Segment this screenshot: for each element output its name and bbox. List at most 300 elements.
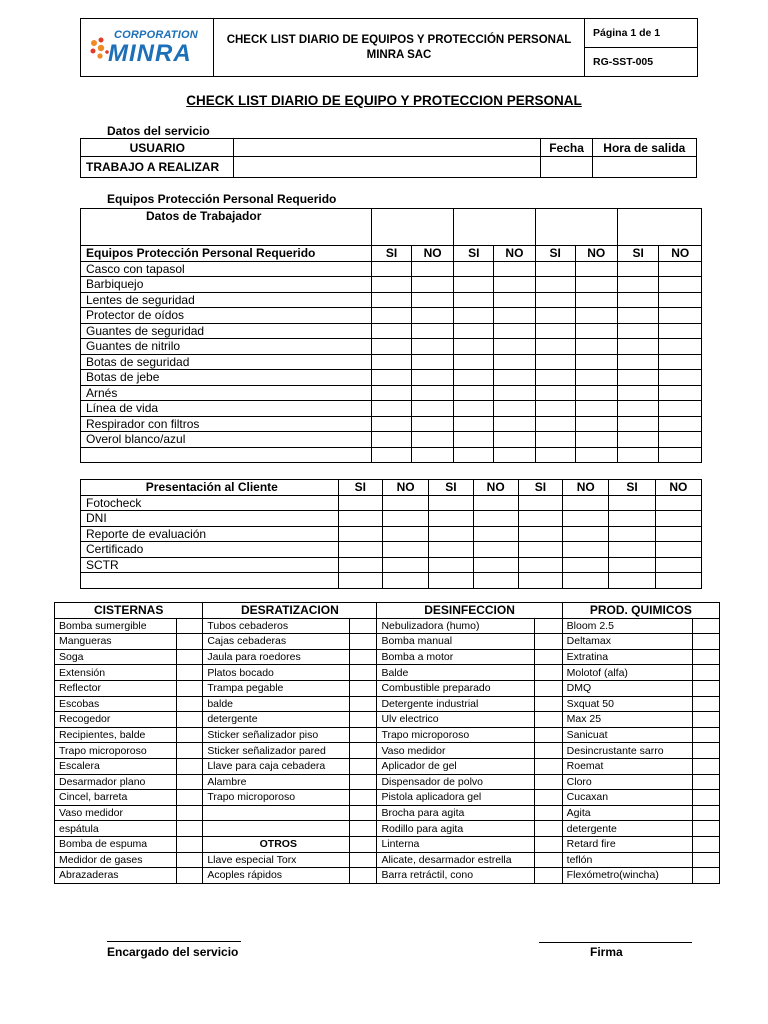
- si-checkbox-cell[interactable]: [338, 542, 382, 558]
- equipment-item: Vaso medidor: [377, 743, 535, 759]
- equipment-item: Dispensador de polvo: [377, 774, 535, 790]
- si-checkbox-cell[interactable]: [372, 370, 412, 386]
- si-checkbox-cell[interactable]: [372, 432, 412, 448]
- no-checkbox-cell[interactable]: [659, 354, 702, 370]
- equipment-check-cell[interactable]: [350, 821, 377, 837]
- no-checkbox-cell[interactable]: [659, 277, 702, 293]
- no-checkbox-cell[interactable]: [659, 447, 702, 463]
- no-checkbox-cell[interactable]: [655, 511, 701, 527]
- equipment-check-cell[interactable]: [177, 680, 203, 696]
- equipment-row: [55, 696, 720, 712]
- si-checkbox-cell[interactable]: [609, 526, 655, 542]
- no-checkbox-cell[interactable]: [382, 511, 428, 527]
- si-checkbox-cell[interactable]: [454, 277, 494, 293]
- no-checkbox-cell[interactable]: [494, 339, 536, 355]
- equipment-item: Cincel, barreta: [55, 790, 177, 806]
- si-checkbox-cell[interactable]: [372, 292, 412, 308]
- equipment-check-cell[interactable]: [350, 743, 377, 759]
- si-checkbox-cell[interactable]: [518, 557, 562, 573]
- presentacion-item-label: Fotocheck: [81, 495, 339, 511]
- equipment-row: [55, 649, 720, 665]
- worker-2-field[interactable]: [454, 209, 535, 246]
- no-checkbox-cell[interactable]: [382, 557, 428, 573]
- equipment-item: detergente: [203, 712, 350, 728]
- equipment-check-cell[interactable]: [350, 774, 377, 790]
- no-checkbox-cell[interactable]: [575, 385, 617, 401]
- no-checkbox-cell[interactable]: [575, 416, 617, 432]
- si-checkbox-cell[interactable]: [617, 401, 659, 417]
- no-checkbox-cell[interactable]: [411, 354, 453, 370]
- no-checkbox-cell[interactable]: [575, 308, 617, 324]
- no-checkbox-cell[interactable]: [411, 385, 453, 401]
- si-checkbox-cell[interactable]: [535, 292, 575, 308]
- no-checkbox-cell[interactable]: [494, 432, 536, 448]
- equipment-check-cell[interactable]: [692, 790, 719, 806]
- equipment-check-cell[interactable]: [535, 665, 562, 681]
- no-checkbox-cell[interactable]: [655, 542, 701, 558]
- si-header: SI: [535, 246, 575, 262]
- encargado-label: Encargado del servicio: [107, 945, 239, 959]
- equipment-check-cell[interactable]: [177, 774, 203, 790]
- si-checkbox-cell[interactable]: [429, 526, 473, 542]
- si-checkbox-cell[interactable]: [372, 277, 412, 293]
- equipment-item: Escalera: [55, 758, 177, 774]
- si-checkbox-cell[interactable]: [454, 370, 494, 386]
- equipment-check-cell[interactable]: [350, 868, 377, 884]
- si-checkbox-cell[interactable]: [372, 385, 412, 401]
- no-checkbox-cell[interactable]: [494, 447, 536, 463]
- no-checkbox-cell[interactable]: [411, 432, 453, 448]
- no-checkbox-cell[interactable]: [563, 511, 609, 527]
- equipment-check-cell[interactable]: [535, 634, 562, 650]
- equipment-check-cell[interactable]: [692, 696, 719, 712]
- no-checkbox-cell[interactable]: [494, 416, 536, 432]
- no-checkbox-cell[interactable]: [575, 354, 617, 370]
- no-checkbox-cell[interactable]: [494, 277, 536, 293]
- no-checkbox-cell[interactable]: [659, 432, 702, 448]
- si-checkbox-cell[interactable]: [338, 495, 382, 511]
- equipment-check-cell[interactable]: [350, 758, 377, 774]
- equipment-row: [55, 790, 720, 806]
- si-checkbox-cell[interactable]: [454, 308, 494, 324]
- si-checkbox-cell[interactable]: [372, 401, 412, 417]
- no-checkbox-cell[interactable]: [411, 308, 453, 324]
- no-checkbox-cell[interactable]: [494, 323, 536, 339]
- equipment-item: Extratina: [562, 649, 692, 665]
- no-header: NO: [563, 480, 609, 496]
- si-checkbox-cell[interactable]: [372, 416, 412, 432]
- equipment-item: Pistola aplicadora gel: [377, 790, 535, 806]
- equipment-check-cell[interactable]: [535, 805, 562, 821]
- si-checkbox-cell[interactable]: [535, 261, 575, 277]
- equipment-item: Bomba manual: [377, 634, 535, 650]
- equipment-check-cell[interactable]: [177, 618, 203, 634]
- equipment-check-cell[interactable]: [535, 712, 562, 728]
- no-checkbox-cell[interactable]: [382, 573, 428, 589]
- no-checkbox-cell[interactable]: [655, 495, 701, 511]
- si-header: SI: [429, 480, 473, 496]
- equipment-check-cell[interactable]: [177, 727, 203, 743]
- si-checkbox-cell[interactable]: [617, 354, 659, 370]
- no-checkbox-cell[interactable]: [411, 416, 453, 432]
- equipment-item: Bomba de espuma: [55, 836, 177, 852]
- si-checkbox-cell[interactable]: [609, 557, 655, 573]
- si-checkbox-cell[interactable]: [372, 354, 412, 370]
- equipment-check-cell[interactable]: [350, 634, 377, 650]
- si-checkbox-cell[interactable]: [454, 385, 494, 401]
- si-checkbox-cell[interactable]: [535, 385, 575, 401]
- no-checkbox-cell[interactable]: [473, 573, 518, 589]
- si-checkbox-cell[interactable]: [609, 511, 655, 527]
- epp-item-label: Barbiquejo: [81, 277, 372, 293]
- no-checkbox-cell[interactable]: [473, 557, 518, 573]
- no-checkbox-cell[interactable]: [563, 557, 609, 573]
- logo-minra-text: MINRA: [108, 39, 192, 67]
- epp-row: [81, 323, 702, 339]
- si-checkbox-cell[interactable]: [372, 447, 412, 463]
- equipment-check-cell[interactable]: [535, 696, 562, 712]
- no-checkbox-cell[interactable]: [411, 277, 453, 293]
- si-checkbox-cell[interactable]: [617, 370, 659, 386]
- no-checkbox-cell[interactable]: [411, 292, 453, 308]
- equipment-row: [55, 805, 720, 821]
- si-checkbox-cell[interactable]: [617, 416, 659, 432]
- si-checkbox-cell[interactable]: [617, 277, 659, 293]
- no-checkbox-cell[interactable]: [575, 323, 617, 339]
- equipment-check-cell[interactable]: [535, 836, 562, 852]
- equipment-check-cell[interactable]: [177, 805, 203, 821]
- si-checkbox-cell[interactable]: [535, 339, 575, 355]
- equipment-row: [55, 665, 720, 681]
- equipment-check-cell[interactable]: [177, 634, 203, 650]
- equipment-item: Bomba sumergible: [55, 618, 177, 634]
- equipment-check-cell[interactable]: [535, 774, 562, 790]
- no-checkbox-cell[interactable]: [655, 573, 701, 589]
- encargado-signature-line[interactable]: [107, 941, 241, 942]
- si-checkbox-cell[interactable]: [535, 416, 575, 432]
- no-checkbox-cell[interactable]: [494, 354, 536, 370]
- no-checkbox-cell[interactable]: [563, 526, 609, 542]
- si-checkbox-cell[interactable]: [617, 308, 659, 324]
- equipment-check-cell[interactable]: [177, 665, 203, 681]
- si-checkbox-cell[interactable]: [617, 292, 659, 308]
- si-checkbox-cell[interactable]: [454, 354, 494, 370]
- no-checkbox-cell[interactable]: [411, 447, 453, 463]
- si-checkbox-cell[interactable]: [454, 339, 494, 355]
- equipment-check-cell[interactable]: [535, 743, 562, 759]
- equipment-item: Alambre: [203, 774, 350, 790]
- no-checkbox-cell[interactable]: [563, 573, 609, 589]
- equipment-check-cell[interactable]: [535, 618, 562, 634]
- equipment-check-cell[interactable]: [350, 680, 377, 696]
- service-table: [80, 138, 697, 178]
- equipment-check-cell[interactable]: [535, 727, 562, 743]
- epp-row: [81, 308, 702, 324]
- no-checkbox-cell[interactable]: [563, 495, 609, 511]
- si-checkbox-cell[interactable]: [454, 416, 494, 432]
- equipment-check-cell[interactable]: [692, 868, 719, 884]
- equipment-check-cell[interactable]: [692, 618, 719, 634]
- no-checkbox-cell[interactable]: [411, 370, 453, 386]
- equipment-item: Trapo microporoso: [55, 743, 177, 759]
- epp-row: [81, 292, 702, 308]
- no-checkbox-cell[interactable]: [655, 526, 701, 542]
- fecha-label: Fecha: [541, 139, 592, 157]
- si-checkbox-cell[interactable]: [454, 432, 494, 448]
- equipment-check-cell[interactable]: [692, 743, 719, 759]
- equipment-check-cell[interactable]: [535, 790, 562, 806]
- equipment-check-cell[interactable]: [692, 634, 719, 650]
- no-checkbox-cell[interactable]: [659, 323, 702, 339]
- si-checkbox-cell[interactable]: [429, 495, 473, 511]
- si-checkbox-cell[interactable]: [429, 511, 473, 527]
- trabajo-field[interactable]: [234, 157, 541, 178]
- si-checkbox-cell[interactable]: [518, 573, 562, 589]
- no-checkbox-cell[interactable]: [473, 526, 518, 542]
- equipment-row: [55, 712, 720, 728]
- equipment-row: [55, 634, 720, 650]
- si-checkbox-cell[interactable]: [372, 308, 412, 324]
- epp-item-label: Arnés: [81, 385, 372, 401]
- no-checkbox-cell[interactable]: [473, 511, 518, 527]
- worker-4-field[interactable]: [617, 209, 701, 246]
- equipment-check-cell[interactable]: [692, 712, 719, 728]
- no-checkbox-cell[interactable]: [659, 385, 702, 401]
- no-checkbox-cell[interactable]: [575, 292, 617, 308]
- equipment-item: Barra retráctil, cono: [377, 868, 535, 884]
- si-checkbox-cell[interactable]: [454, 323, 494, 339]
- si-checkbox-cell[interactable]: [535, 308, 575, 324]
- equipment-check-cell[interactable]: [350, 727, 377, 743]
- equipment-row: [55, 852, 720, 868]
- no-checkbox-cell[interactable]: [411, 261, 453, 277]
- si-checkbox-cell[interactable]: [535, 370, 575, 386]
- service-section-label: Datos del servicio: [107, 124, 210, 138]
- fecha-field[interactable]: [541, 157, 592, 178]
- equipment-item: teflón: [562, 852, 692, 868]
- no-checkbox-cell[interactable]: [494, 308, 536, 324]
- no-checkbox-cell[interactable]: [382, 495, 428, 511]
- equipment-check-cell[interactable]: [692, 836, 719, 852]
- equipment-item: Cucaxan: [562, 790, 692, 806]
- si-checkbox-cell[interactable]: [372, 323, 412, 339]
- equipment-check-cell[interactable]: [177, 649, 203, 665]
- header-title: [214, 19, 585, 77]
- equipment-check-cell[interactable]: [177, 821, 203, 837]
- no-checkbox-cell[interactable]: [575, 432, 617, 448]
- no-checkbox-cell[interactable]: [575, 339, 617, 355]
- equipment-check-cell[interactable]: [350, 618, 377, 634]
- si-checkbox-cell[interactable]: [454, 261, 494, 277]
- equipment-row: [55, 758, 720, 774]
- equipment-check-cell[interactable]: [535, 868, 562, 884]
- equipment-check-cell[interactable]: [177, 852, 203, 868]
- worker-1-field[interactable]: [372, 209, 454, 246]
- equipment-check-cell[interactable]: [692, 649, 719, 665]
- no-checkbox-cell[interactable]: [659, 292, 702, 308]
- no-checkbox-cell[interactable]: [563, 542, 609, 558]
- equipment-check-cell[interactable]: [177, 743, 203, 759]
- si-checkbox-cell[interactable]: [372, 261, 412, 277]
- no-header: NO: [659, 246, 702, 262]
- no-checkbox-cell[interactable]: [382, 542, 428, 558]
- equipment-item: Tubos cebaderos: [203, 618, 350, 634]
- si-checkbox-cell[interactable]: [535, 354, 575, 370]
- si-checkbox-cell[interactable]: [617, 385, 659, 401]
- equipment-check-cell[interactable]: [692, 727, 719, 743]
- si-checkbox-cell[interactable]: [518, 526, 562, 542]
- equipment-check-cell[interactable]: [535, 852, 562, 868]
- no-checkbox-cell[interactable]: [575, 261, 617, 277]
- equipment-check-cell[interactable]: [692, 774, 719, 790]
- epp-item-label: Botas de seguridad: [81, 354, 372, 370]
- si-checkbox-cell[interactable]: [535, 277, 575, 293]
- si-checkbox-cell[interactable]: [535, 401, 575, 417]
- datos-trabajador-label: Datos de Trabajador: [81, 209, 372, 246]
- equipment-check-cell[interactable]: [177, 712, 203, 728]
- no-checkbox-cell[interactable]: [575, 447, 617, 463]
- no-header: NO: [411, 246, 453, 262]
- si-checkbox-cell[interactable]: [609, 573, 655, 589]
- si-checkbox-cell[interactable]: [535, 447, 575, 463]
- equipment-check-cell[interactable]: [350, 790, 377, 806]
- si-checkbox-cell[interactable]: [372, 339, 412, 355]
- si-header: SI: [372, 246, 412, 262]
- si-checkbox-cell[interactable]: [338, 511, 382, 527]
- equipment-check-cell[interactable]: [177, 868, 203, 884]
- firma-signature-line[interactable]: [539, 942, 692, 943]
- si-checkbox-cell[interactable]: [617, 261, 659, 277]
- equipment-item: Nebulizadora (humo): [377, 618, 535, 634]
- equipment-check-cell[interactable]: [350, 852, 377, 868]
- equipment-item: Retard fire: [562, 836, 692, 852]
- equipment-check-cell[interactable]: [535, 680, 562, 696]
- no-checkbox-cell[interactable]: [494, 385, 536, 401]
- si-header: SI: [338, 480, 382, 496]
- si-checkbox-cell[interactable]: [609, 495, 655, 511]
- equipment-check-cell[interactable]: [692, 665, 719, 681]
- equipment-check-cell[interactable]: [177, 758, 203, 774]
- equipment-check-cell[interactable]: [692, 852, 719, 868]
- presentacion-row: [81, 511, 702, 527]
- equipment-check-cell[interactable]: [177, 696, 203, 712]
- si-checkbox-cell[interactable]: [535, 323, 575, 339]
- no-checkbox-cell[interactable]: [411, 323, 453, 339]
- equipment-check-cell[interactable]: [350, 712, 377, 728]
- epp-row: [81, 385, 702, 401]
- epp-row: [81, 416, 702, 432]
- no-checkbox-cell[interactable]: [659, 370, 702, 386]
- no-checkbox-cell[interactable]: [575, 370, 617, 386]
- no-checkbox-cell[interactable]: [575, 277, 617, 293]
- logo-dots-icon: [89, 35, 109, 61]
- equipment-item: Linterna: [377, 836, 535, 852]
- si-checkbox-cell[interactable]: [617, 447, 659, 463]
- equipment-item: Sxquat 50: [562, 696, 692, 712]
- si-checkbox-cell[interactable]: [338, 526, 382, 542]
- si-checkbox-cell[interactable]: [609, 542, 655, 558]
- no-checkbox-cell[interactable]: [473, 542, 518, 558]
- no-checkbox-cell[interactable]: [494, 261, 536, 277]
- si-header: SI: [609, 480, 655, 496]
- no-checkbox-cell[interactable]: [494, 370, 536, 386]
- hora-salida-field[interactable]: [592, 157, 696, 178]
- si-checkbox-cell[interactable]: [518, 495, 562, 511]
- no-checkbox-cell[interactable]: [494, 401, 536, 417]
- equipment-item: Desincrustante sarro: [562, 743, 692, 759]
- equipment-check-cell[interactable]: [692, 680, 719, 696]
- presentacion-row: [81, 526, 702, 542]
- equipment-check-cell[interactable]: [350, 805, 377, 821]
- equipment-item: Balde: [377, 665, 535, 681]
- si-checkbox-cell[interactable]: [429, 573, 473, 589]
- equipment-check-cell[interactable]: [692, 821, 719, 837]
- no-checkbox-cell[interactable]: [659, 308, 702, 324]
- equipment-item: DMQ: [562, 680, 692, 696]
- equipment-check-cell[interactable]: [535, 649, 562, 665]
- equipment-check-cell[interactable]: [350, 665, 377, 681]
- equipment-check-cell[interactable]: [177, 836, 203, 852]
- si-checkbox-cell[interactable]: [429, 557, 473, 573]
- no-checkbox-cell[interactable]: [659, 416, 702, 432]
- si-checkbox-cell[interactable]: [338, 557, 382, 573]
- si-checkbox-cell[interactable]: [617, 339, 659, 355]
- equipment-check-cell[interactable]: [535, 821, 562, 837]
- si-checkbox-cell[interactable]: [454, 401, 494, 417]
- si-checkbox-cell[interactable]: [617, 432, 659, 448]
- si-checkbox-cell[interactable]: [518, 542, 562, 558]
- no-checkbox-cell[interactable]: [655, 557, 701, 573]
- equipment-check-cell[interactable]: [177, 790, 203, 806]
- equipment-check-cell[interactable]: [350, 696, 377, 712]
- si-checkbox-cell[interactable]: [535, 432, 575, 448]
- usuario-field[interactable]: [234, 139, 541, 157]
- equipment-item: Brocha para agita: [377, 805, 535, 821]
- equipment-check-cell[interactable]: [692, 758, 719, 774]
- no-checkbox-cell[interactable]: [659, 401, 702, 417]
- si-checkbox-cell[interactable]: [454, 447, 494, 463]
- si-checkbox-cell[interactable]: [454, 292, 494, 308]
- no-checkbox-cell[interactable]: [382, 526, 428, 542]
- equipment-item: Llave especial Torx: [203, 852, 350, 868]
- equipment-row: [55, 821, 720, 837]
- equipment-row: [55, 680, 720, 696]
- no-checkbox-cell[interactable]: [575, 401, 617, 417]
- no-checkbox-cell[interactable]: [411, 339, 453, 355]
- equipment-item: Desarmador plano: [55, 774, 177, 790]
- equipment-item: Llave para caja cebadera: [203, 758, 350, 774]
- si-checkbox-cell[interactable]: [617, 323, 659, 339]
- equipment-item: Molotof (alfa): [562, 665, 692, 681]
- no-checkbox-cell[interactable]: [494, 292, 536, 308]
- epp-item-label: Lentes de seguridad: [81, 292, 372, 308]
- equipment-table: [54, 602, 720, 884]
- no-checkbox-cell[interactable]: [473, 495, 518, 511]
- equipment-check-cell[interactable]: [692, 805, 719, 821]
- si-checkbox-cell[interactable]: [518, 511, 562, 527]
- worker-3-field[interactable]: [535, 209, 617, 246]
- presentacion-row: [81, 557, 702, 573]
- si-checkbox-cell[interactable]: [429, 542, 473, 558]
- equipment-check-cell[interactable]: [535, 758, 562, 774]
- no-checkbox-cell[interactable]: [659, 339, 702, 355]
- category-header: DESINFECCION: [377, 603, 562, 619]
- no-checkbox-cell[interactable]: [659, 261, 702, 277]
- equipment-check-cell[interactable]: [350, 836, 377, 852]
- equipment-check-cell[interactable]: [350, 649, 377, 665]
- si-checkbox-cell[interactable]: [338, 573, 382, 589]
- no-checkbox-cell[interactable]: [411, 401, 453, 417]
